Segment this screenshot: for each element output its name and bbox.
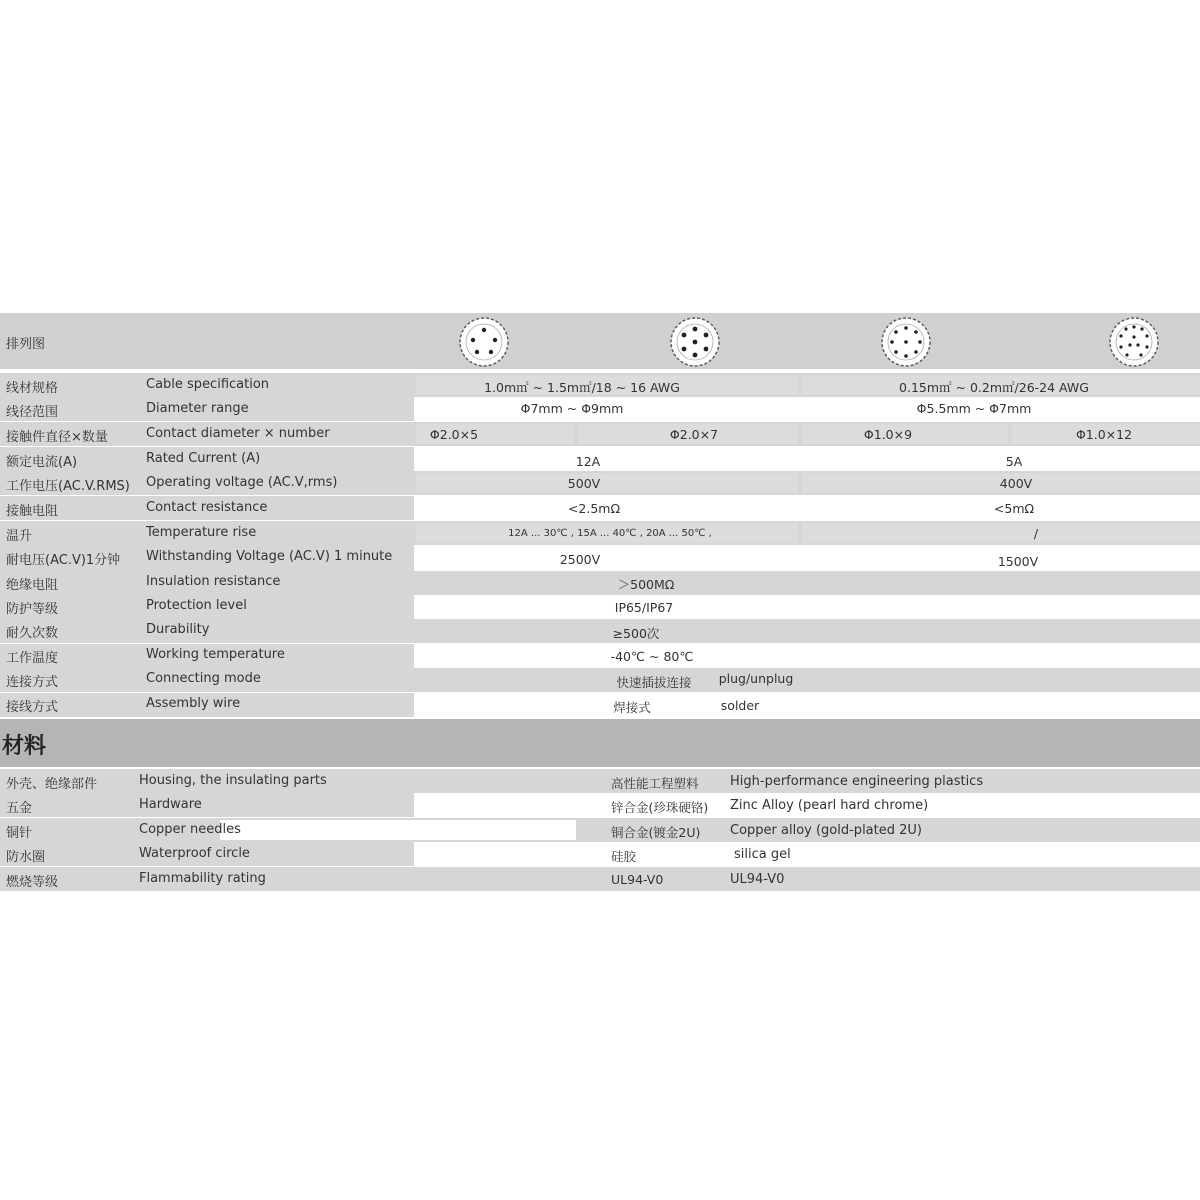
row-label-en: Assembly wire <box>146 696 241 711</box>
pin-layout-5-icon <box>458 316 510 368</box>
row-value-right: <5mΩ <box>993 501 1035 516</box>
row-value-right: 5A <box>1005 454 1023 469</box>
row-value-en: plug/unplug <box>718 671 794 686</box>
row-value-left: 1.0m㎡ ~ 1.5m㎡/18 ~ 16 AWG <box>484 380 680 395</box>
spec-row-diameter-range <box>0 397 1200 421</box>
row-label-cn: 接触件直径×数量 <box>6 430 108 445</box>
row-label-en: Operating voltage (AC.V,rms) <box>146 475 338 490</box>
contact-value-3: Φ1.0×9 <box>863 427 913 442</box>
material-value-cn: UL94-V0 <box>611 872 664 887</box>
material-value-en: Zinc Alloy (pearl hard chrome) <box>730 798 929 813</box>
row-label-cn: 工作电压(AC.V.RMS) <box>6 479 130 494</box>
row-value-right: 0.15m㎡ ~ 0.2m㎡/26-24 AWG <box>899 380 1089 395</box>
material-value-en: Copper alloy (gold-plated 2U) <box>730 823 922 838</box>
material-value-en: UL94-V0 <box>730 872 785 887</box>
row-label-en: Temperature rise <box>146 525 257 540</box>
spec-row-cable-spec <box>0 373 1200 397</box>
materials-header <box>0 719 1200 767</box>
spec-row-protection-level <box>0 595 1200 619</box>
row-label-en: Protection level <box>146 598 247 613</box>
row-label-en: Working temperature <box>146 647 285 662</box>
row-value-cn: 焊接式 <box>613 700 651 715</box>
pin-layout-9-icon <box>880 316 932 368</box>
row-value-right: 400V <box>999 476 1033 491</box>
row-value-full: IP65/IP67 <box>614 600 674 615</box>
spec-row-contact-resistance <box>0 496 1200 520</box>
row-label-en: Contact diameter × number <box>146 426 330 441</box>
spec-sheet <box>0 313 1200 893</box>
row-value-left: <2.5mΩ <box>567 501 621 516</box>
material-value-cn: 高性能工程塑料 <box>611 776 699 791</box>
spec-row-working-temperature <box>0 644 1200 668</box>
materials-title: 材料 <box>2 734 47 759</box>
row-label-cn: 温升 <box>6 529 33 544</box>
row-label-en: Withstanding Voltage (AC.V) 1 minute <box>146 549 393 564</box>
material-label-en: Housing, the insulating parts <box>139 773 327 788</box>
spec-row-temperature-rise <box>0 521 1200 545</box>
material-label-cn: 铜针 <box>6 826 33 841</box>
row-label-cn: 接触电阻 <box>6 504 59 519</box>
spec-row-durability <box>0 619 1200 643</box>
row-label-en: Durability <box>146 622 210 637</box>
row-label-cn: 线径范围 <box>6 405 59 420</box>
row-label-cn: 线材规格 <box>6 381 59 396</box>
spec-row-connecting-mode <box>0 668 1200 692</box>
row-label-en: Insulation resistance <box>146 574 281 589</box>
spec-row-assembly-wire <box>0 693 1200 717</box>
row-value-left: 12A ... 30℃ , 15A ... 40℃ , 20A ... 50℃ , <box>508 528 712 539</box>
material-label-cn: 燃烧等级 <box>6 875 59 890</box>
row-label-en: Rated Current (A) <box>146 451 261 466</box>
material-label-cn: 外壳、绝缘部件 <box>6 777 98 792</box>
pin-layout-7-icon <box>669 316 721 368</box>
row-label-cn: 额定电流(A) <box>6 455 78 470</box>
row-label-cn: 耐电压(AC.V)1分钟 <box>6 553 121 568</box>
material-label-cn: 五金 <box>6 801 33 816</box>
row-label-cn: 绝缘电阻 <box>6 578 59 593</box>
pin-arrangement-header <box>0 313 1200 369</box>
material-row-flammability <box>0 867 1200 891</box>
spec-row-contact-diameter <box>0 422 1200 446</box>
pin-layout-12-icon <box>1108 316 1160 368</box>
row-value-left: 12A <box>575 454 601 469</box>
material-label-en: Waterproof circle <box>139 846 250 861</box>
material-value-cn: 锌合金(珍珠硬铬) <box>611 800 709 815</box>
material-label-cn: 防水圈 <box>6 850 46 865</box>
pin-arrangement-label: 排列图 <box>6 337 46 352</box>
row-value-left: Φ7mm ~ Φ9mm <box>520 401 624 416</box>
contact-value-2: Φ2.0×7 <box>669 427 719 442</box>
row-value-right: / <box>1033 526 1039 541</box>
material-label-en: Hardware <box>139 797 202 812</box>
row-label-cn: 连接方式 <box>6 675 59 690</box>
material-label-en: Copper needles <box>139 822 241 837</box>
row-value-left: 2500V <box>559 552 601 567</box>
material-value-en: High-performance engineering plastics <box>730 774 984 789</box>
contact-value-4: Φ1.0×12 <box>1075 427 1133 442</box>
spec-row-insulation-resistance <box>0 571 1200 595</box>
spec-row-operating-voltage <box>0 471 1200 495</box>
row-label-en: Contact resistance <box>146 500 268 515</box>
row-value-full: ＞500MΩ <box>617 577 675 592</box>
row-label-cn: 工作温度 <box>6 651 59 666</box>
row-value-full: ≥500次 <box>612 626 660 641</box>
row-value-right: 1500V <box>997 554 1039 569</box>
row-value-right: Φ5.5mm ~ Φ7mm <box>916 401 1032 416</box>
row-value-en: solder <box>720 698 760 713</box>
material-value-cn: 硅胶 <box>611 849 637 864</box>
row-label-en: Diameter range <box>146 401 249 416</box>
row-label-cn: 耐久次数 <box>6 626 59 641</box>
row-label-cn: 防护等级 <box>6 602 59 617</box>
row-value-cn: 快速插拔连接 <box>616 675 692 690</box>
material-label-en: Flammability rating <box>139 871 266 886</box>
material-row-housing <box>0 769 1200 793</box>
row-label-en: Cable specification <box>146 377 270 392</box>
material-row-waterproof <box>0 842 1200 866</box>
row-label-en: Connecting mode <box>146 671 261 686</box>
row-value-full: -40℃ ~ 80℃ <box>610 649 694 664</box>
row-value-left: 500V <box>567 476 601 491</box>
material-row-copper-needles <box>0 818 1200 842</box>
material-row-hardware <box>0 793 1200 817</box>
row-label-cn: 接线方式 <box>6 700 59 715</box>
contact-value-1: Φ2.0×5 <box>429 427 479 442</box>
spec-row-rated-current <box>0 447 1200 471</box>
material-value-en: silica gel <box>734 847 791 862</box>
material-value-cn: 铜合金(镀金2U) <box>611 825 701 840</box>
